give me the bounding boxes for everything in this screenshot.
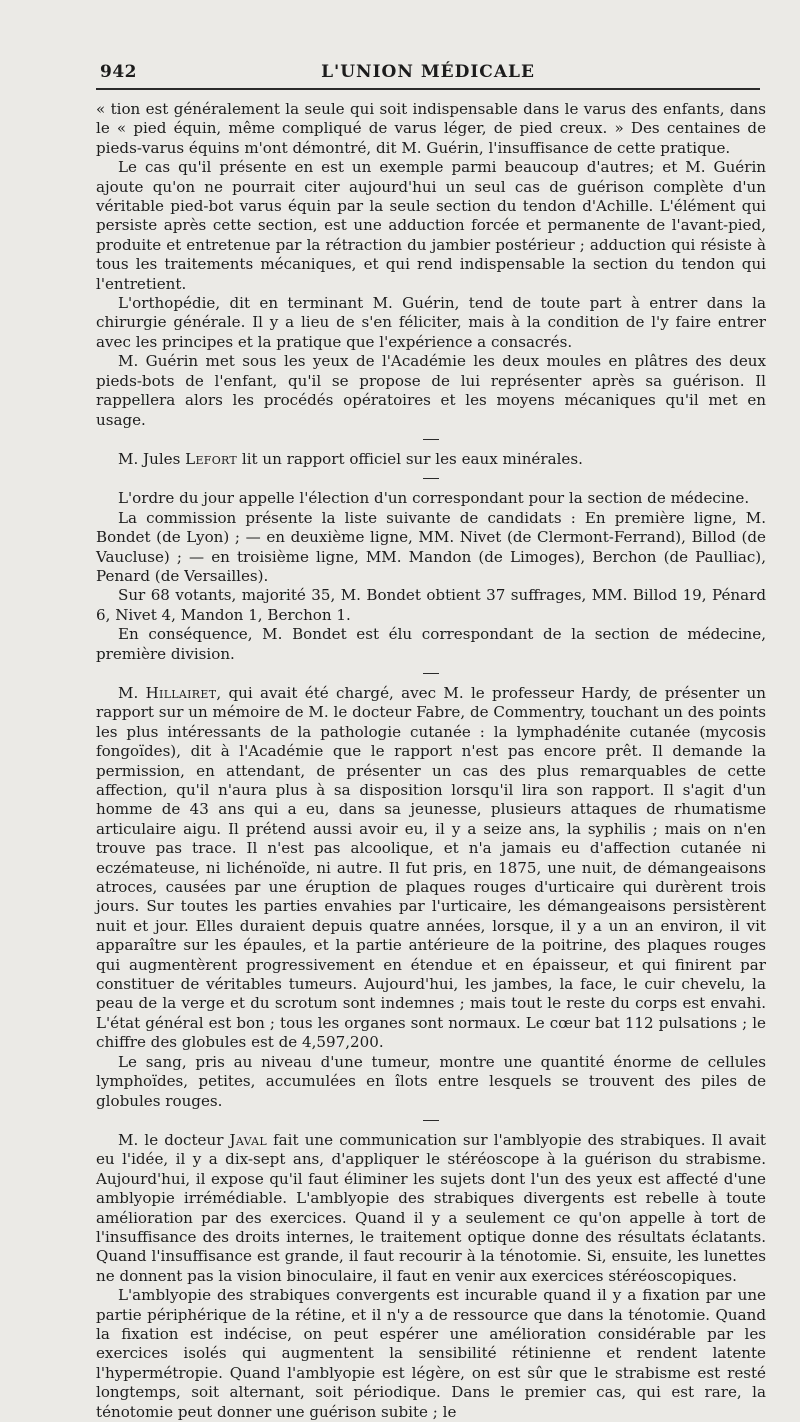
running-title: L'UNION MÉDICALE	[321, 62, 535, 82]
paragraph	[96, 625, 766, 664]
paragraph	[96, 450, 766, 469]
paragraph-text: lit un rapport officiel sur les eaux minérales.	[237, 449, 583, 468]
section-separator	[423, 478, 439, 479]
paragraph-text: , qui avait été chargé, avec M. le professeur Hardy, de présenter un rapport sur un mémoire de M. le docteur Fabre, de Commentry, touchant un des points les plus intéressants de la pathologie cutanée : la lymphadénite cutanée (mycosis fongoïdes), dit à l'Académie que le rapport n'est pas encore prêt. Il demande la permission, en attendant, de présenter un cas des plus remarquables de cette affection, qu'il n'aura plus à sa disposition lorsqu'il lira son rapport. Il s'agit d'un homme de 43 ans qui a eu, dans sa jeunesse, plusieurs attaques de rhumatisme articulaire aigu. Il prétend aussi avoir eu, il y a seize ans, la syphilis ; mais on n'en trouve pas trace. Il n'est pas alcoolique, et n'a jamais eu d'affection cutanée ni eczémateuse, ni lichénoïde, ni autre. Il fut pris, en 1875, une nuit, de démangeaisons atroces, causées par une éruption de plaques rouges d'urticaire qui durèrent trois jours. Sur toutes les parties envahies par l'urticaire, les démangeaisons persistèrent nuit et jour. Elles duraient depuis quatre années, lorsque, il y a un an environ, il vit apparaître sur les épaules, et la partie antérieure de la poitrine, des plaques rouges qui augmentèrent progressivement en étendue et en épaisseur, et qui finirent par constituer de véritables tumeurs. Aujourd'hui, les jambes, la face, le cuir chevelu, la peau de la verge et du scrotum sont indemnes ; mais tout le reste du corps est envahi. L'état général est bon ; tous les organes sont normaux. Le cœur bat 112 pulsations ; le chiffre des globules est de 4,597,200.	[96, 683, 767, 1052]
paragraph	[96, 684, 766, 1053]
speaker-prefix: M. le docteur	[118, 1130, 230, 1149]
paragraph-text: L'ordre du jour appelle l'élection d'un correspondant pour la section de médecine.	[118, 489, 750, 508]
article-section	[96, 100, 766, 430]
paragraph	[96, 489, 766, 508]
article-section	[96, 684, 766, 1111]
section-separator	[423, 673, 439, 674]
section-separator	[423, 1120, 439, 1121]
article-body	[96, 100, 766, 1422]
paragraph	[96, 1053, 766, 1111]
speaker-name: Lefort	[185, 449, 238, 468]
paragraph-text: L'orthopédie, dit en terminant M. Guérin, tend de toute part à entrer dans la chirurgie générale. Il y a lieu de s'en féliciter, mais à la condition de l'y faire entrer avec les principes et la pratique que l'expérience a consacrés.	[96, 294, 766, 351]
paragraph	[96, 158, 766, 294]
paragraph-text: fait une communication sur l'amblyopie des strabiques. Il avait eu l'idée, il y a dix-sept ans, d'appliquer le stéréoscope à la guérison du strabisme. Aujourd'hui, il expose qu'il faut éliminer les sujets dont l'un des yeux est affecté d'une amblyopie irrémédiable. L'amblyopie des strabiques divergents est rebelle à toute amélioration par des exercices. Quand il y a seulement ce qu'on appelle à tort de l'insuffisance des droits internes, le traitement optique donne des résultats éclatants. Quand l'insuffisance est grande, il faut recourir à la ténotomie. Si, ensuite, les lunettes ne donnent pas la vision binoculaire, il faut en venir aux exercices stéréoscopiques.	[96, 1130, 766, 1285]
paragraph	[96, 100, 766, 158]
page-number: 942	[100, 62, 137, 82]
paragraph	[96, 1131, 766, 1286]
article-section	[96, 1131, 766, 1422]
article-section	[96, 450, 766, 469]
speaker-prefix: M.	[118, 683, 146, 702]
article-section	[96, 489, 766, 664]
speaker-prefix: M. Jules	[118, 449, 186, 468]
paragraph	[96, 294, 766, 352]
paragraph-text: La commission présente la liste suivante de candidats : En première ligne, M. Bondet (de Lyon) ; — en deuxième ligne, MM. Nivet (de Clermont-Ferrand), Billod (de Vaucluse) ; — en troisième ligne, MM. Mandon (de Limoges), Berchon (de Paulliac), Penard (de Versailles).	[96, 508, 766, 585]
paragraph	[96, 586, 766, 625]
section-separator	[423, 439, 439, 440]
paragraph	[96, 352, 766, 430]
paragraph-text: M. Guérin met sous les yeux de l'Académie les deux moules en plâtres des deux pieds-bots de l'enfant, qu'il se propose de lui représenter après sa guérison. Il rappellera alors les procédés opératoires et les moyens mécaniques qu'il met en usage.	[96, 352, 766, 429]
paragraph-text: Le sang, pris au niveau d'une tumeur, montre une quantité énorme de cellules lymphoïdes, petites, accumulées en îlots entre lesquels se trouvent des piles de globules rouges.	[96, 1052, 766, 1110]
paragraph-text: Sur 68 votants, majorité 35, M. Bondet obtient 37 suffrages, MM. Billod 19, Pénard 6, Nivet 4, Mandon 1, Berchon 1.	[96, 586, 766, 624]
page-header	[96, 62, 760, 90]
speaker-name: Hillairet	[145, 683, 217, 702]
paragraph	[96, 1286, 766, 1422]
paragraph-text: « tion est généralement la seule qui soit indispensable dans le varus des enfants, dans le « pied équin, même compliqué de varus léger, de pied creux. » Des centaines de pieds-varus équins m'ont démontré, dit M. Guérin, l'insuffisance de cette pratique.	[96, 100, 766, 157]
speaker-name: Javal	[229, 1130, 267, 1149]
paragraph-text: En conséquence, M. Bondet est élu correspondant de la section de médecine, première division.	[96, 625, 766, 663]
paragraph-text: Le cas qu'il présente en est un exemple parmi beaucoup d'autres; et M. Guérin ajoute qu'on ne pourrait citer aujourd'hui un seul cas de guérison complète d'un véritable pied-bot varus équin par la seule section du tendon d'Achille. L'élément qui persiste après cette section, est une adduction forcée et permanente de l'avant-pied, produite et entretenue par la rétraction du jambier postérieur ; adduction qui résiste à tous les traitements mécaniques, et qui rend indispensable la section du tendon qui l'entretient.	[96, 158, 766, 293]
paragraph-text: L'amblyopie des strabiques convergents est incurable quand il y a fixation par une partie périphérique de la rétine, et il n'y a de ressource que dans la ténotomie. Quand la fixation est indécise, on peut espérer une amélioration considérable par les exercices isolés qui augmentent la sensibilité rétinienne et rendent latente l'hypermétropie. Quand l'amblyopie est légère, on est sûr que le strabisme est resté longtemps, soit alternant, soit périodique. Dans le premier cas, qui est rare, la ténotomie peut donner une guérison subite ; le	[96, 1286, 766, 1421]
paragraph	[96, 509, 766, 587]
